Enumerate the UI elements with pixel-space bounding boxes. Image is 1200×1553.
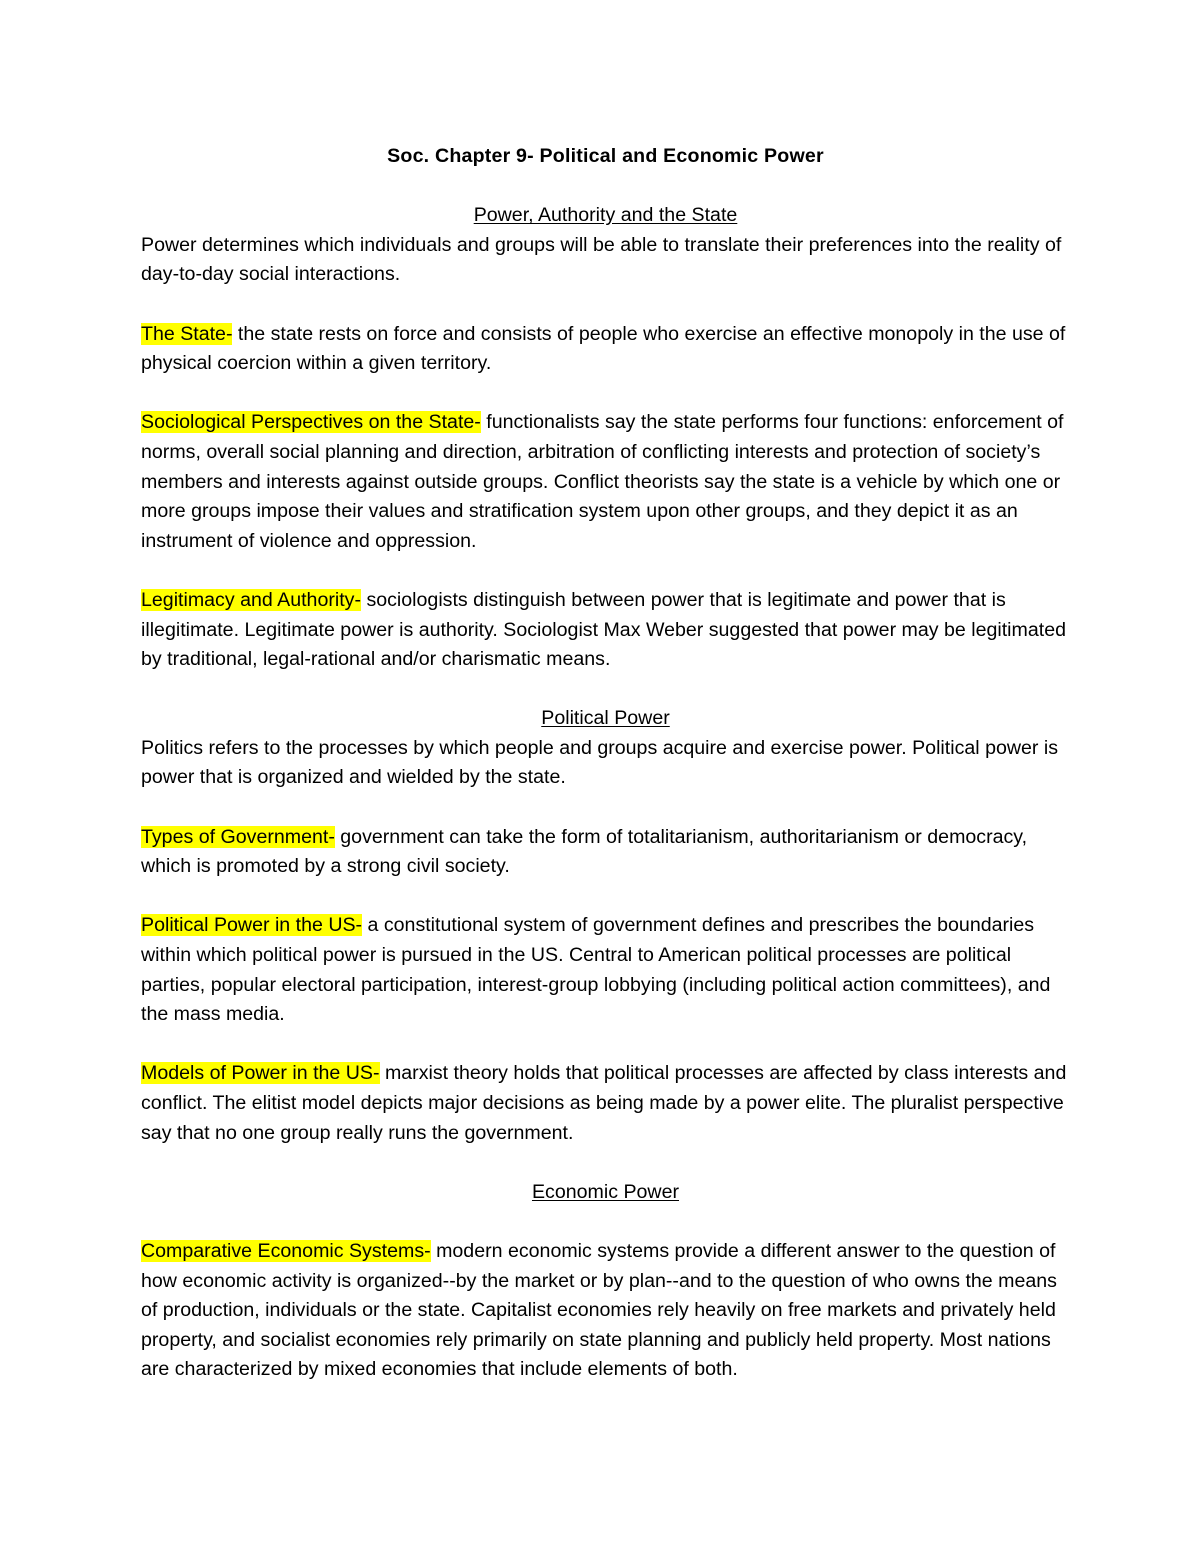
entry-comparative-economic-systems — [141, 1237, 1070, 1385]
entry-text: sociologists distinguish between power that is legitimate and power that is illegitimate. Legitimate power is authority. Sociologist Max Weber suggested that power may be legitimated by traditional, legal-rational and/or charismatic means. — [141, 588, 1066, 671]
entry-sociological-perspectives — [141, 408, 1070, 556]
document-title: Soc. Chapter 9- Political and Economic Power — [387, 145, 824, 167]
entry-types-of-government — [141, 823, 1070, 882]
highlighted-term: Models of Power in the US- — [141, 1062, 380, 1085]
highlighted-term: Sociological Perspectives on the State- — [141, 411, 481, 434]
section-heading-power-authority-state: Power, Authority and the State — [473, 204, 738, 227]
section-intro-politics: Politics refers to the processes by which people and groups acquire and exercise power. Political power is power that is organized and wielded by the state. — [141, 736, 1059, 789]
section-heading-economic-power: Economic Power — [531, 1180, 679, 1203]
entry-political-power-us — [141, 911, 1070, 1029]
entry-models-of-power — [141, 1059, 1070, 1148]
highlighted-term: Types of Government- — [141, 825, 335, 848]
entry-legitimacy-authority — [141, 586, 1070, 675]
highlighted-term: The State- — [141, 322, 233, 345]
entry-text: marxist theory holds that political processes are affected by class interests and conflict. The elitist model depicts major decisions as being made by a power elite. The pluralist perspective say that no one group really runs the government. — [141, 1062, 1067, 1144]
entry-text: modern economic systems provide a different answer to the question of how economic activity is organized--by the market or by plan--and to the question of who owns the means of production, individuals or the state. Capitalist economies rely heavily on free markets and privately held property, and socialist economies rely primarily on state planning and publicly held property. Most nations are characterized by mixed economies that include elements of both. — [141, 1239, 1057, 1381]
section-heading-political-power: Political Power — [541, 707, 670, 730]
highlighted-term: Legitimacy and Authority- — [141, 588, 361, 611]
entry-text: government can take the form of totalitarianism, authoritarianism or democracy, which is promoted by a strong civil society. — [141, 825, 1028, 878]
entry-text: a constitutional system of government defines and prescribes the boundaries within which political power is pursued in the US. Central to American political processes are political parties, popular electoral participation, interest-group lobbying (including political action committees), and the mass media. — [141, 914, 1051, 1026]
highlighted-term: Political Power in the US- — [141, 914, 363, 937]
entry-text: the state rests on force and consists of people who exercise an effective monopoly in the use of physical coercion within a given territory. — [141, 322, 1066, 375]
section-intro-power: Power determines which individuals and groups will be able to translate their preferences into the reality of day-to-day social interactions. — [141, 233, 1062, 286]
entry-the-state — [141, 320, 1070, 379]
entry-text: functionalists say the state performs four functions: enforcement of norms, overall social planning and direction, arbitration of conflicting interests and protection of society’s members and interests against outside groups. Conflict theorists say the state is a vehicle by which one or more groups impose their values and stratification system upon other groups, and they depict it as an instrument of violence and oppression. — [141, 411, 1064, 552]
highlighted-term: Comparative Economic Systems- — [141, 1239, 431, 1262]
